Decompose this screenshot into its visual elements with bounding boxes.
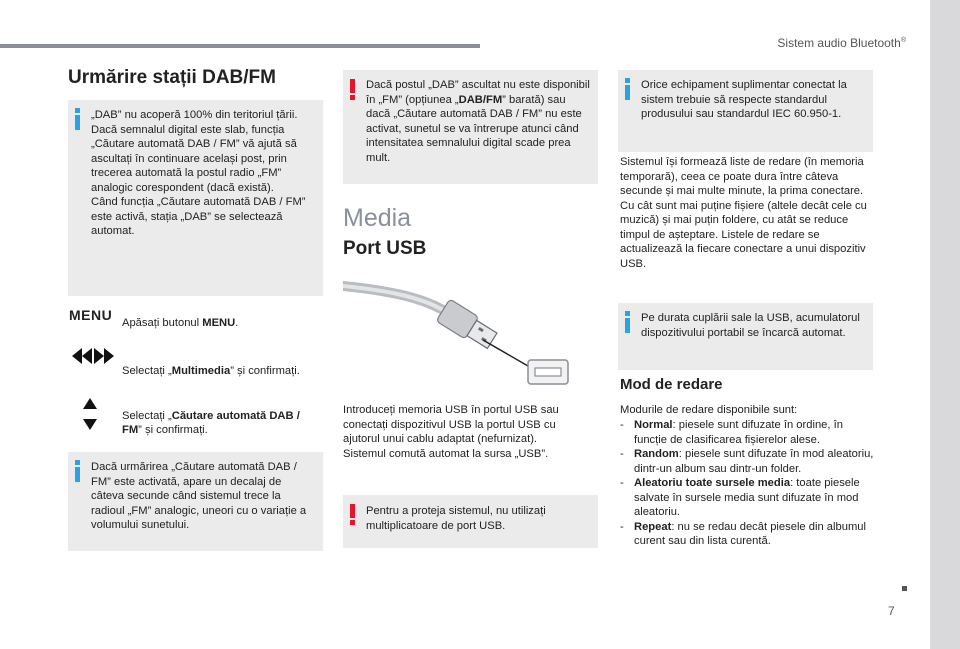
info-icon	[75, 108, 80, 130]
page-marker	[902, 586, 907, 591]
step3-bold: Căutare automată DAB / FM	[122, 409, 300, 436]
info-box-charging	[618, 303, 873, 370]
warn1-part-a: Dacă postul „DAB” ascultat nu este disponibil în „FM” (opțiunea „	[366, 79, 590, 106]
warning-icon	[350, 504, 355, 524]
mode-desc: : piesele sunt difuzate în mod aleatoriu, dintr-un album sau dintr-un folder.	[634, 448, 874, 475]
mode-desc: : nu se redau decât piesele din albumul curent sau din lista curentă.	[634, 520, 866, 547]
header-reg: ®	[900, 37, 906, 44]
mode-name: Normal	[634, 419, 673, 431]
heading-dab-fm: Urmărire stații DAB/FM	[68, 67, 276, 88]
menu-button-icon: MENU	[69, 307, 113, 323]
page-header	[777, 36, 906, 50]
step-select-auto-search	[122, 394, 302, 438]
step-press-menu	[122, 301, 322, 330]
step3-end: ” și confirmați.	[138, 424, 208, 436]
warning-icon	[350, 79, 355, 99]
step3-text: Selectați „	[122, 409, 172, 422]
header-title: Sistem audio Bluetooth	[777, 36, 901, 50]
info-box-delay	[68, 452, 323, 551]
info-charging-text: Pe durata cuplării sale la USB, acumulatorul dispozitivului portabil se încarcă automat.	[641, 312, 860, 339]
section-media: Media	[343, 204, 412, 232]
step1-end: .	[235, 316, 239, 329]
left-right-arrows-icon	[72, 348, 114, 364]
info-equipment-text: Orice echipament suplimentar conectat la sistem trebuie să respecte standardul produsului sau standardul IEC 60.950-1.	[641, 79, 847, 120]
info-dab-text: „DAB” nu acoperă 100% din teritoriul țării. Dacă semnalul digital este slab, funcția „Căutare automată DAB / FM” vă ajută să ascultați în continuare același post, prin trecerea automată la postul radio „FM” analogic corespondent (dacă există). Când funcția „Căutare automată DAB / FM” este activă, stația „DAB” se selectează automat.	[91, 109, 306, 237]
step2-bold: Multimedia	[171, 364, 231, 377]
info-icon	[75, 460, 80, 482]
mode-desc: : toate piesele salvate în sursele media sunt difuzate în mod aleatoriu.	[634, 477, 860, 518]
mode-desc: : piesele sunt difuzate în ordine, în funcție de clasificarea fișierelor alese.	[634, 419, 843, 446]
info-icon	[625, 78, 630, 100]
usb-instructions: Introduceți memoria USB în portul USB sau conectați dispozitivul USB la portul USB cu ajutorul unui cablu adaptat (nefurnizat). Sistemul comută automat la sursa „USB”.	[343, 404, 559, 460]
list-item: - Repeat: nu se redau decât piesele din albumul curent sau din lista curentă.	[620, 520, 866, 547]
info-icon	[625, 311, 630, 333]
heading-usb-port: Port USB	[343, 238, 427, 259]
info-box-equipment	[618, 70, 873, 152]
mode-name: Aleatoriu toate sursele media	[634, 477, 791, 489]
heading-play-mode: Mod de redare	[620, 376, 723, 393]
warning-usb-text: Pentru a proteja sistemul, nu utilizați multiplicatoare de port USB.	[366, 505, 546, 532]
header-rule	[0, 44, 480, 48]
mode-name: Random	[634, 448, 679, 460]
page-side-strip	[930, 0, 960, 649]
warn1-part-b: ” barată) sau dacă „Căutare automată DAB / FM” nu este activat, sunetul se va întrerupe atunci când intensitatea semnalului digital scade prea mult.	[366, 93, 582, 164]
step2-text: Selectați „	[122, 364, 172, 377]
play-mode-intro: Modurile de redare disponibile sunt:	[620, 404, 798, 416]
list-item: - Aleatoriu toate sursele media: toate piesele salvate în sursele media sunt difuzate în mod aleatoriu.	[620, 477, 860, 518]
step1-bold: MENU	[202, 316, 236, 329]
warning-box-dab	[343, 70, 598, 184]
warning-dab-text	[366, 78, 590, 165]
info-delay-text: Dacă urmărirea „Căutare automată DAB / FM” este activată, apare un decalaj de câteva secunde când sistemul trece la radioul „FM” analogic, uneori cu o variație a volumului sunetului.	[91, 461, 307, 531]
up-down-arrows-icon	[83, 398, 97, 430]
playlist-text: Sistemul își formează liste de redare (în memoria temporară), ceea ce poate dura între câteva secunde și mai multe minute, la prima conectare. Cu cât sunt mai puține fișiere (altele decât cele cu muzică) și mai puțin foldere, cu atât se reduce timpul de așteptare. Listele de redare se actualizează la fiecare conectare a unui dispozitiv USB.	[620, 156, 867, 270]
info-box-dab	[68, 100, 323, 296]
warn1-bold: DAB/FM	[458, 93, 503, 106]
usb-plug-illustration	[343, 268, 598, 393]
warning-box-usb-hub	[343, 495, 598, 548]
mode-name: Repeat	[634, 520, 672, 533]
step1-text: Apăsați butonul	[122, 316, 203, 329]
list-item: - Random: piesele sunt difuzate în mod aleatoriu, dintr-un album sau dintr-un folder.	[620, 448, 874, 475]
play-mode-list	[620, 418, 875, 549]
step2-end: ” și confirmați.	[230, 364, 300, 377]
list-item: - Normal: piesele sunt difuzate în ordine, în funcție de clasificarea fișierelor alese.	[620, 419, 843, 446]
step-select-multimedia	[122, 349, 327, 378]
page-number: 7	[888, 604, 895, 618]
